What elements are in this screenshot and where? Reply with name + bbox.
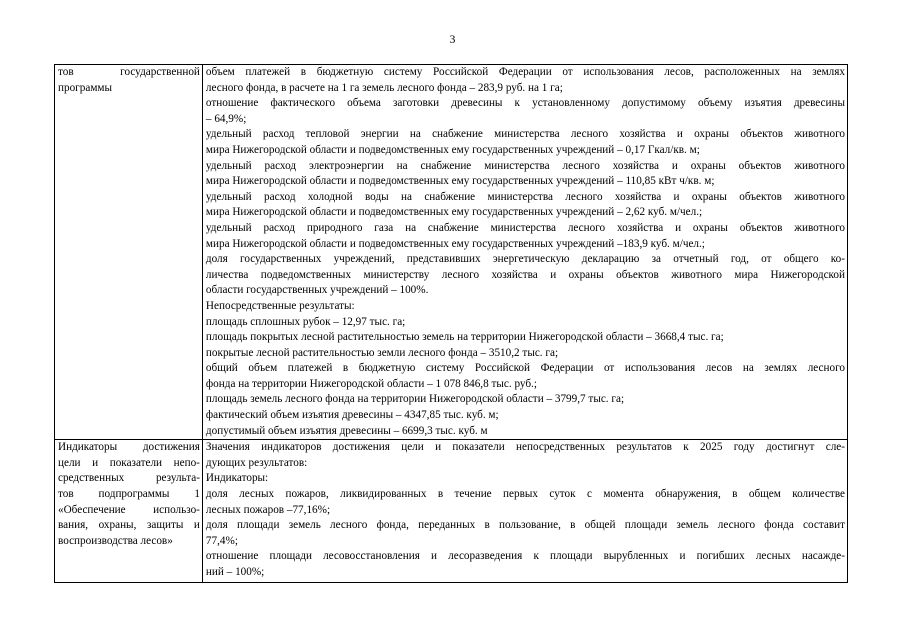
- content-line: мира Нижегородской области и подведомственных ему государственных учреждений – 0,17 Гкал/кв. м;: [205, 143, 700, 156]
- content-line: допустимый объем изъятия древесины – 6699,3 тыс. куб. м: [205, 424, 488, 437]
- content-line: удельный расход природного газа на снабжение министерства лесного хозяйства и охраны объектов животного: [205, 221, 845, 234]
- content-line: доля лесных пожаров, ликвидированных в течение первых суток с момента обнаружения, в общем количестве: [205, 488, 845, 501]
- row-label-cell: [55, 440, 203, 583]
- content-line: дующих результатов:: [205, 456, 308, 469]
- content-line: площадь земель лесного фонда на территории Нижегородской области – 3799,7 тыс. га;: [205, 393, 625, 406]
- content-line: лесных пожаров –77,16%;: [205, 503, 331, 516]
- content-line: лесного фонда, в расчете на 1 га земель лесного фонда – 283,9 руб. на 1 га;: [205, 81, 563, 94]
- label-line: средственных результа-: [58, 472, 200, 485]
- content-line: – 64,9%;: [205, 112, 247, 125]
- content-line: фонда на территории Нижегородской области – 1 078 846,8 тыс. руб.;: [205, 377, 537, 390]
- label-line: программы: [58, 81, 112, 94]
- content-line: 77,4%;: [205, 534, 238, 547]
- content-line: удельный расход холодной воды на снабжение министерства лесного хозяйства и охраны объектов животного: [205, 190, 845, 203]
- row-content-cell: [202, 440, 847, 583]
- label-line: воспроизводства лесов»: [58, 534, 173, 547]
- content-line: удельный расход тепловой энергии на снабжение министерства лесного хозяйства и охраны объектов животного: [205, 128, 845, 141]
- content-line: мира Нижегородской области и подведомственных ему государственных учреждений –183,9 куб. м/чел.;: [205, 237, 705, 250]
- content-line: Непосредственные результаты:: [205, 299, 355, 312]
- label-line: Индикаторы достижения: [58, 441, 200, 454]
- content-line: личества подведомственных министерству лесного хозяйства и охраны объектов животного мира Нижегородской: [205, 268, 845, 281]
- content-line: площадь сплошных рубок – 12,97 тыс. га;: [205, 315, 406, 328]
- content-line: площадь покрытых лесной растительностью земель на территории Нижегородской области – 3668,4 тыс. га;: [205, 331, 724, 344]
- content-line: доля площади земель лесного фонда, переданных в пользование, в общей площади земель лесного фонда составит: [205, 519, 845, 532]
- content-line: мира Нижегородской области и подведомственных ему государственных учреждений – 110,85 кВт ч/кв. м;: [205, 175, 715, 188]
- content-line: отношение площади лесовосстановления и лесоразведения к площади вырубленных и погибших лесных насажде-: [205, 550, 845, 563]
- label-line: вания, охраны, защиты и: [58, 519, 200, 532]
- content-line: ний – 100%;: [205, 566, 265, 578]
- program-table: [54, 64, 848, 583]
- content-line: общий объем платежей в бюджетную систему Российской Федерации от использования лесов на землях лесного: [205, 362, 845, 375]
- content-line: объем платежей в бюджетную систему Российской Федерации от использования лесов, расположенных на землях: [205, 66, 845, 78]
- content-line: Индикаторы:: [205, 472, 269, 485]
- content-line: мира Нижегородской области и подведомственных ему государственных учреждений – 2,62 куб. м/чел.;: [205, 206, 703, 219]
- page-number: 3: [449, 34, 456, 46]
- content-line: Значения индикаторов достижения цели и показатели непосредственных результатов к 2025 году достигнут сле-: [205, 441, 845, 454]
- content-line: фактический объем изъятия древесины – 4347,85 тыс. куб. м;: [205, 409, 499, 422]
- label-line: тов государственной: [58, 66, 200, 78]
- label-line: цели и показатели непо-: [58, 456, 200, 469]
- content-line: отношение фактического объема заготовки древесины к установленному допустимому объему изъятия древесины: [205, 97, 845, 110]
- table-row: [55, 65, 848, 440]
- table-row: [55, 440, 848, 583]
- label-line: тов подпрограммы 1: [58, 488, 200, 501]
- label-line: «Обеспечение использо-: [58, 503, 200, 516]
- row-label-cell: [55, 65, 203, 440]
- content-line: доля государственных учреждений, представивших энергетическую декларацию за отчетный год, от общего ко-: [205, 253, 845, 266]
- content-line: области государственных учреждений – 100%.: [205, 284, 429, 297]
- content-line: покрытые лесной растительностью земли лесного фонда – 3510,2 тыс. га;: [205, 346, 559, 359]
- content-line: удельный расход электроэнергии на снабжение министерства лесного хозяйства и охраны объектов животного: [205, 159, 845, 172]
- row-content-cell: [202, 65, 847, 440]
